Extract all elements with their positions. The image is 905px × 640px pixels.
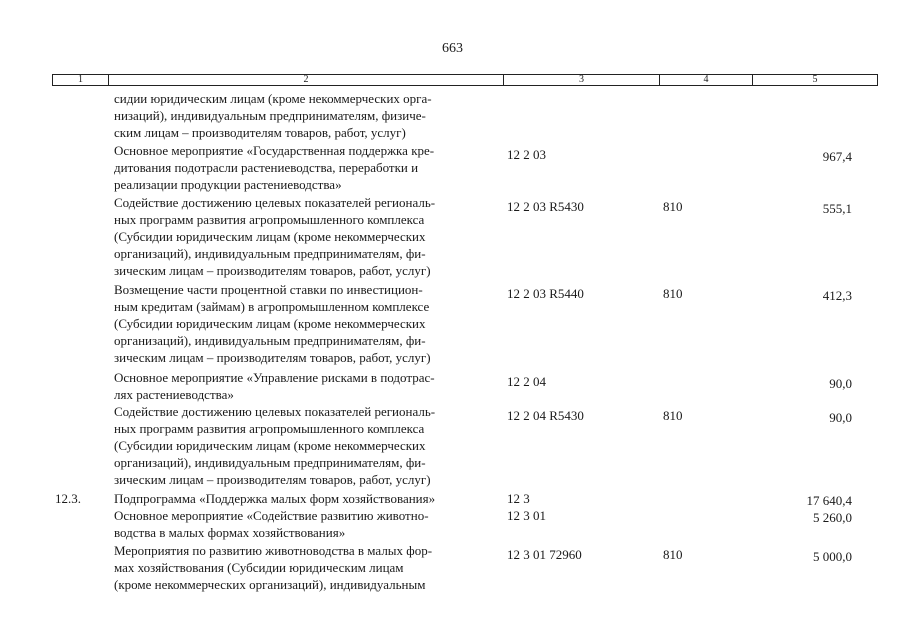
description-line: ных программ развития агропромышленного комплекса [114,421,425,436]
description-line: (Субсидии юридическим лицам (кроме некоммерческих [114,438,426,453]
description-line: зическим лицам – производителям товаров, работ, услуг) [114,472,431,487]
row-type: 810 [663,286,683,301]
row-sum: 5 260,0 [813,510,852,525]
description-line: Содействие достижению целевых показателей региональ- [114,195,436,210]
row-sum: 90,0 [829,376,852,391]
row-code: 12 3 [507,491,530,506]
row-description [114,490,494,507]
row-sum: 412,3 [822,288,852,303]
description-line: Возмещение части процентной ставки по инвестицион- [114,282,423,297]
row-description [114,194,494,279]
description-line: организаций), индивидуальным предпринимателям, фи- [114,246,426,261]
description-line: Основное мероприятие «Содействие развитию животно- [114,508,429,523]
row-type: 810 [663,199,683,214]
description-line: Основное мероприятие «Государственная поддержка кре- [114,143,435,158]
description-line: сидии юридическим лицам (кроме некоммерческих орга- [114,91,432,106]
description-line: ным кредитам (займам) в агропромышленном комплексе [114,299,430,314]
description-line: Мероприятия по развитию животноводства в малых фор- [114,543,433,558]
row-type: 810 [663,547,683,562]
row-description [114,507,494,541]
row-description [114,403,494,488]
row-sum: 555,1 [822,201,852,216]
header-col-1: 1 [78,74,83,85]
description-line: низаций), индивидуальным предпринимателям, физиче- [114,108,426,123]
description-line: зическим лицам – производителям товаров, работ, услуг) [114,263,431,278]
header-col-4: 4 [703,74,709,85]
row-code: 12 2 03 R5440 [507,286,584,301]
description-line: зическим лицам – производителям товаров, работ, услуг) [114,350,431,365]
description-line: (Субсидии юридическим лицам (кроме некоммерческих [114,229,426,244]
description-line: ных программ развития агропромышленного комплекса [114,212,425,227]
description-line: водства в малых формах хозяйствования» [114,525,346,540]
row-type: 810 [663,408,683,423]
row-code: 12 2 04 R5430 [507,408,584,423]
description-line: Основное мероприятие «Управление рисками в подотрас- [114,370,435,385]
row-code: 12 3 01 72960 [507,547,582,562]
description-line: Подпрограмма «Поддержка малых форм хозяйствования» [114,491,436,506]
row-code: 12 2 03 [507,147,546,162]
description-line: (Субсидии юридическим лицам (кроме некоммерческих [114,316,426,331]
description-line: организаций), индивидуальным предпринимателям, фи- [114,455,426,470]
row-sum: 90,0 [829,410,852,425]
row-code: 12 2 03 R5430 [507,199,584,214]
description-line: ским лицам – производителям товаров, работ, услуг) [114,125,406,140]
description-line: дитования подотрасли растениеводства, переработки и [114,160,419,175]
row-code: 12 3 01 [507,508,546,523]
description-line: мах хозяйствования (Субсидии юридическим лицам [114,560,404,575]
row-number: 12.3. [55,491,81,506]
description-line: Содействие достижению целевых показателей региональ- [114,404,436,419]
row-description [114,142,494,193]
row-code: 12 2 04 [507,374,546,389]
row-description [114,281,494,366]
row-sum: 967,4 [822,149,852,164]
description-line: (кроме некоммерческих организаций), индивидуальным [114,577,426,592]
row-sum: 17 640,4 [806,493,852,508]
description-line: организаций), индивидуальным предпринимателям, фи- [114,333,426,348]
row-description [114,542,494,593]
description-line: реализации продукции растениеводства» [114,177,342,192]
row-sum: 5 000,0 [813,549,852,564]
header-col-2: 2 [303,74,309,85]
header-col-3: 3 [579,74,584,85]
table-header-row [52,74,878,86]
row-description [114,369,494,403]
row-description [114,90,494,141]
page-number: 663 [442,41,463,56]
description-line: лях растениеводства» [114,387,234,402]
header-col-5: 5 [812,74,818,85]
